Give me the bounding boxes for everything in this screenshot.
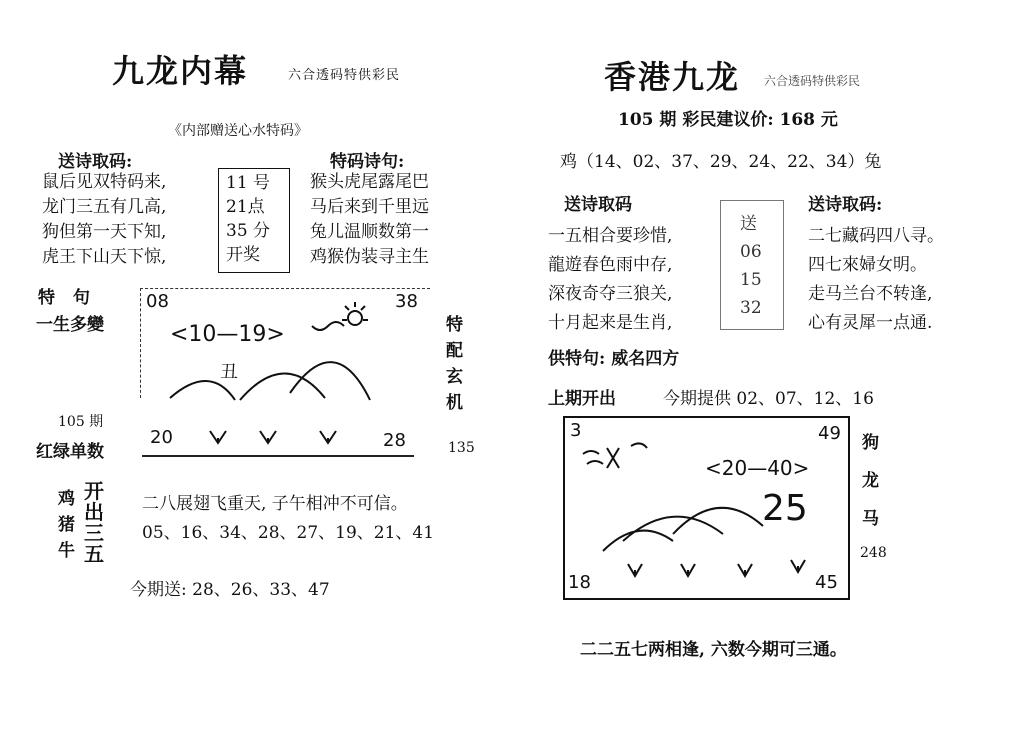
side-char: 机 bbox=[446, 393, 463, 413]
left-drawing-range: <10—19> bbox=[170, 322, 285, 347]
send-box-number: 15 bbox=[740, 270, 762, 290]
today-send: 今期送: 28、26、33、47 bbox=[130, 580, 330, 600]
grass-icon bbox=[738, 564, 752, 576]
left-poem-line: 虎王下山天下惊, bbox=[42, 247, 167, 267]
open-char: 开 bbox=[84, 479, 104, 503]
sun-icon bbox=[348, 311, 362, 325]
special-phrase-label: 特 句 bbox=[38, 288, 96, 308]
open-vertical bbox=[84, 481, 104, 565]
left-issue: 105 期 bbox=[58, 414, 104, 430]
side-char: 狗 bbox=[862, 433, 879, 453]
right-poem-left-line: 一五相合要珍惜, bbox=[548, 226, 673, 246]
left-title: 九龙内幕 bbox=[112, 52, 249, 90]
send-box-label: 送 bbox=[740, 214, 757, 234]
left-drawing-sketch bbox=[140, 288, 430, 458]
animal: 猪 bbox=[58, 515, 75, 535]
side-char: 玄 bbox=[446, 367, 463, 387]
right-subtitle: 六合透码特供彩民 bbox=[764, 74, 861, 88]
draw-time-line: 21点 bbox=[226, 197, 265, 217]
code-poem-header: 特码诗句: bbox=[330, 152, 405, 172]
draw-time-line: 35 分 bbox=[226, 221, 271, 241]
side-char: 特 bbox=[446, 315, 463, 335]
grass-icon bbox=[320, 431, 336, 443]
left-drawing-mark: 丑 bbox=[220, 362, 238, 383]
open-char: 出 bbox=[84, 500, 104, 524]
right-poem-right bbox=[808, 222, 944, 338]
right-drawing-big-number: 25 bbox=[762, 488, 808, 529]
open-char: 五 bbox=[84, 542, 104, 566]
right-poem-header-left: 送诗取码 bbox=[564, 195, 632, 215]
draw-time-line: 11 号 bbox=[226, 173, 271, 193]
send-box-number: 32 bbox=[740, 298, 762, 318]
grass-icon bbox=[628, 564, 642, 576]
right-drawing-range: <20—40> bbox=[705, 456, 810, 480]
side-char: 龙 bbox=[862, 471, 879, 491]
left-subtitle: 六合透码特供彩民 bbox=[288, 68, 401, 83]
mountain-ridge bbox=[240, 373, 325, 400]
grass-icon bbox=[681, 564, 695, 576]
left-poem-line: 龙门三五有几高, bbox=[42, 197, 167, 217]
animal: 牛 bbox=[58, 541, 75, 561]
hill-ridge bbox=[623, 517, 723, 541]
right-drawing-top-right: 49 bbox=[818, 423, 841, 444]
left-inner-gift: 《内部赠送心水特码》 bbox=[168, 123, 308, 139]
right-this-issue: 今期提供 02、07、12、16 bbox=[663, 389, 874, 409]
sun-scribble bbox=[583, 443, 647, 468]
right-poem-right-line: 二七藏码四八寻。 bbox=[808, 226, 944, 246]
right-drawing-bottom-right: 45 bbox=[815, 572, 838, 593]
right-poem-right-line: 四七來婦女明。 bbox=[808, 255, 927, 275]
right-poem-header-right: 送诗取码: bbox=[808, 195, 883, 215]
code-poem bbox=[310, 170, 429, 270]
right-side-vertical bbox=[862, 424, 879, 538]
mountain-ridge bbox=[290, 362, 370, 400]
right-poem-right-line: 走马兰台不转逢, bbox=[808, 284, 933, 304]
right-poem-left-line: 十月起来是生肖, bbox=[548, 313, 673, 333]
left-verse: 二八展翅飞重天, 子午相冲不可信。 bbox=[142, 494, 408, 514]
right-zodiac-line: 鸡（14、02、37、29、24、22、34）兔 bbox=[560, 152, 882, 172]
grass-icon bbox=[210, 431, 226, 443]
left-poem-header: 送诗取码: bbox=[58, 152, 133, 172]
right-drawing-sketch bbox=[563, 416, 846, 596]
right-poem-left bbox=[548, 222, 672, 338]
left-drawing-bottom-right: 28 bbox=[383, 430, 406, 451]
right-drawing-bottom-left: 18 bbox=[568, 572, 591, 593]
special-phrase: 一生多變 bbox=[36, 315, 104, 335]
left-side-vertical bbox=[446, 312, 463, 416]
right-title: 香港九龙 bbox=[604, 58, 741, 96]
code-poem-line: 兔儿温顺数第一 bbox=[310, 222, 429, 242]
left-drawing-top-left: 08 bbox=[146, 291, 169, 312]
left-side-number: 135 bbox=[448, 440, 475, 456]
right-drawing-top-left: 3 bbox=[570, 420, 582, 441]
side-char: 配 bbox=[446, 341, 463, 361]
right-poem-left-line: 龍遊春色雨中存, bbox=[548, 255, 673, 275]
send-box-text bbox=[740, 210, 762, 322]
right-poem-left-line: 深夜奇夺三狼关, bbox=[548, 284, 673, 304]
send-box-number: 06 bbox=[740, 242, 762, 262]
left-poem-line: 鼠后见双特码来, bbox=[42, 172, 167, 192]
right-footer: 二二五七两相逢, 六数今期可三通。 bbox=[580, 640, 847, 660]
right-last-issue: 上期开出 bbox=[548, 389, 616, 409]
left-poem bbox=[42, 170, 166, 270]
left-drawing-bottom-left: 20 bbox=[150, 427, 173, 448]
right-special-phrase: 供特句: 威名四方 bbox=[548, 349, 680, 369]
draw-time-line: 开奖 bbox=[226, 245, 260, 265]
hill-ridge bbox=[603, 531, 673, 551]
grass-icon bbox=[260, 431, 276, 443]
left-poem-line: 狗但第一天下知, bbox=[42, 222, 167, 242]
grass-icon bbox=[791, 560, 805, 572]
code-poem-line: 马后来到千里远 bbox=[310, 197, 429, 217]
animal: 鸡 bbox=[58, 489, 75, 509]
code-poem-line: 鸡猴伪装寻主生 bbox=[310, 247, 429, 267]
animals bbox=[58, 486, 75, 564]
side-char: 马 bbox=[862, 509, 879, 529]
red-green-label: 红绿单数 bbox=[36, 442, 104, 462]
cloud-stroke bbox=[312, 322, 344, 330]
code-poem-line: 猴头虎尾露尾巴 bbox=[310, 172, 429, 192]
open-char: 三 bbox=[84, 521, 104, 545]
right-poem-right-line: 心有灵犀一点通. bbox=[808, 313, 933, 333]
left-numbers: 05、16、34、28、27、19、21、41 bbox=[142, 523, 435, 543]
right-side-number: 248 bbox=[860, 545, 887, 561]
right-issue-price: 105 期 彩民建议价: 168 元 bbox=[618, 110, 838, 130]
draw-time-text bbox=[226, 171, 270, 267]
left-drawing-top-right: 38 bbox=[395, 291, 418, 312]
mountain-ridge bbox=[170, 381, 235, 400]
